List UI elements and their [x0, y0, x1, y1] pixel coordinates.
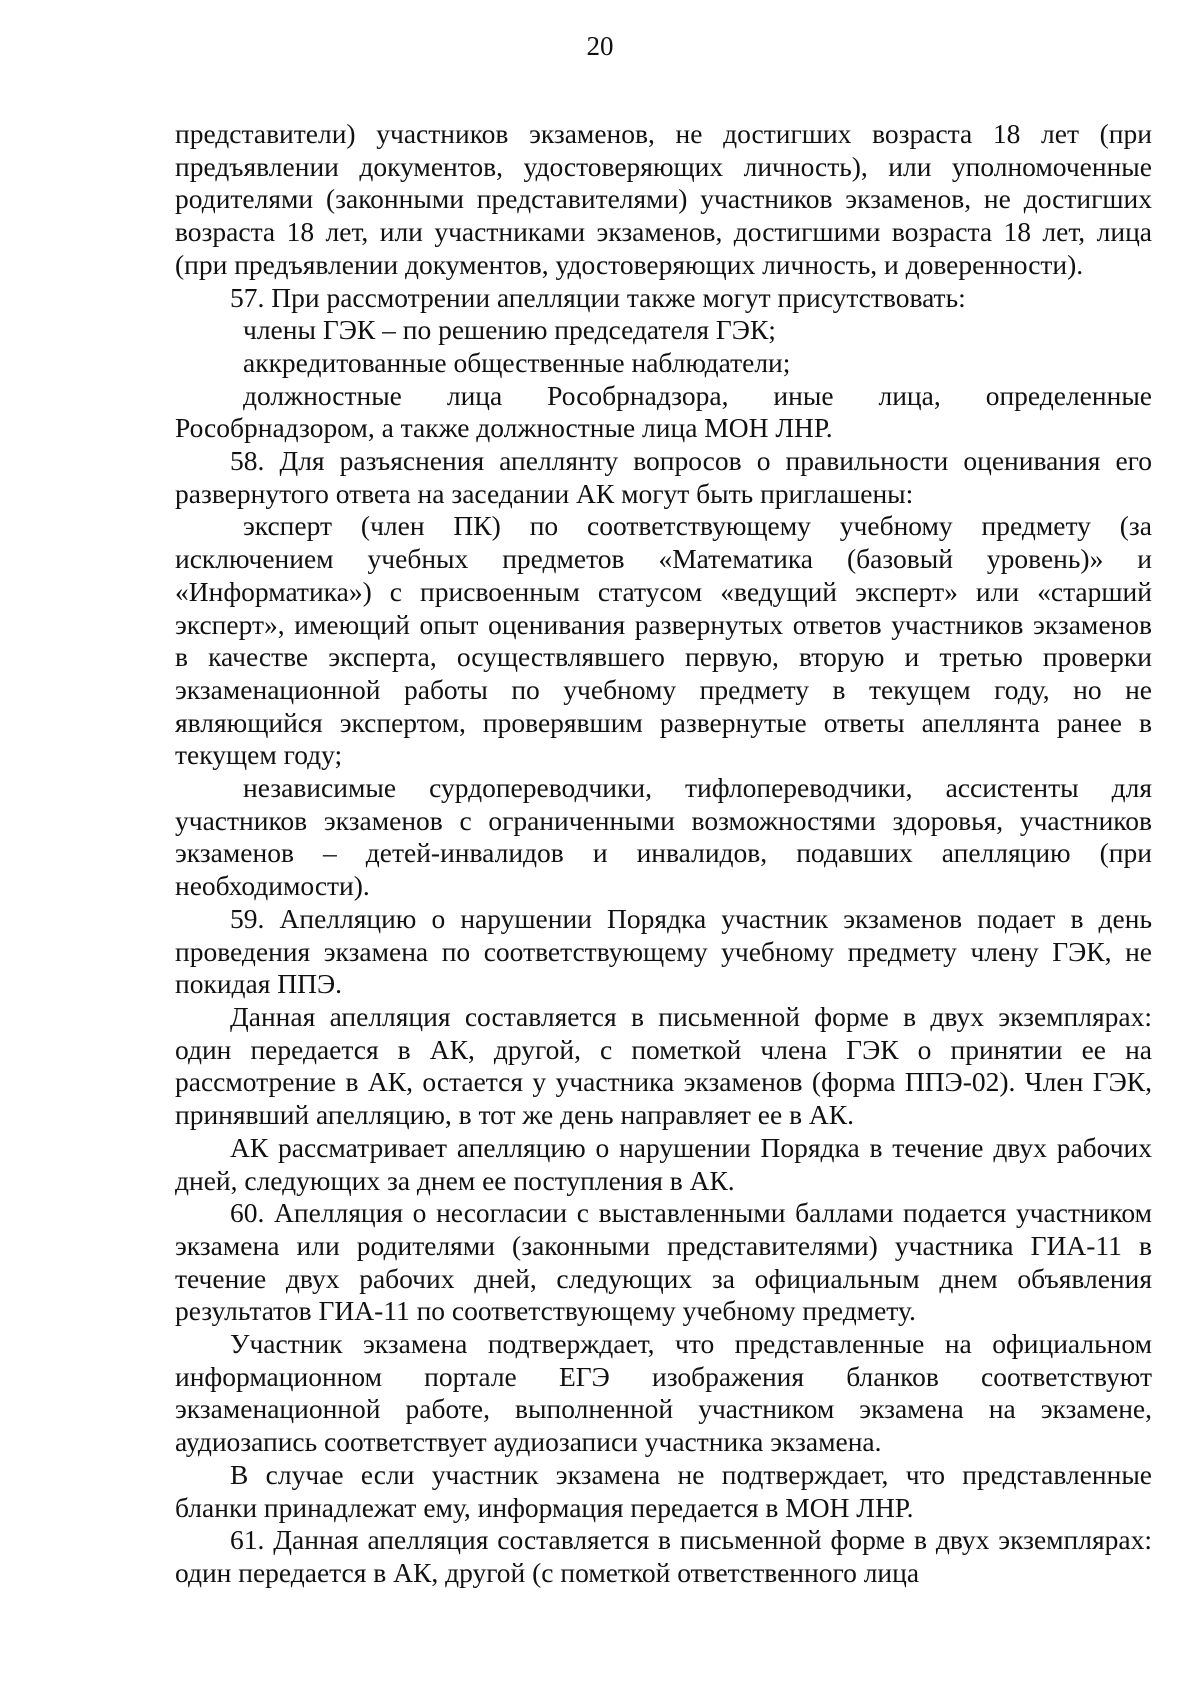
paragraph-61: 61. Данная апелляция составляется в письменной форме в двух экземплярах: один передается в АК, другой (с пометкой ответственного лица [175, 1524, 1152, 1588]
paragraph-57: 57. При рассмотрении апелляции также могут присутствовать: [230, 281, 966, 313]
page-number: 20 [586, 31, 614, 61]
paragraph-58: 58. Для разъяснения апеллянту вопросов о правильности оценивания его развернутого ответа на заседании АК могут быть приглашены: [175, 445, 1152, 509]
list-item-expert: эксперт (член ПК) по соответствующему учебному предмету (за исключением учебных предметов «Математика (базовый уровень)» и «Информатика») с присвоенным статусом «ведущий эксперт» или «старший эксперт», имеющий опыт оценивания развернутых ответов участников экзаменов в качестве эксперта, осуществлявшего первую, вторую и третью проверки экзаменационной работы по учебному предмету в текущем году, но не являющийся экспертом, проверявшим развернутые ответы апеллянта ранее в текущем году; [175, 510, 1152, 771]
paragraph-ak-review: АК рассматривает апелляцию о нарушении Порядка в течение двух рабочих дней, следующих за днем ее поступления в АК. [175, 1131, 1152, 1196]
paragraph-60: 60. Апелляция о несогласии с выставленными баллами подается участником экзамена или родителями (законными представителями) участника ГИА-11 в течение двух рабочих дней, следующих за официальным днем объявления результатов ГИА-11 по соответствующему учебному предмету. [175, 1197, 1152, 1327]
paragraph-appeal-form: Данная апелляция составляется в письменной форме в двух экземплярах: один передается в АК, другой, с пометкой члена ГЭК о принятии ее на рассмотрение в АК, остается у участника экзаменов (форма ППЭ-02). Член ГЭК, принявший апелляцию, в тот же день направляет ее в АК. [175, 1000, 1152, 1131]
document-body [175, 118, 1152, 1590]
paragraph-confirmation: Участник экзамена подтверждает, что представленные на официальном информационном портале ЕГЭ изображения бланков соответствуют экзаменационной работе, выполненной участником экзамена на экзамене, аудиозапись соответствует аудиозаписи участника экзамена. [175, 1328, 1152, 1458]
list-item-observers: аккредитованные общественные наблюдатели; [243, 346, 791, 378]
list-item-gek-members: члены ГЭК – по решению председателя ГЭК; [243, 314, 776, 346]
list-item-interpreters: независимые сурдопереводчики, тифлопереводчики, ассистенты для участников экзаменов с ограниченными возможностями здоровья, участников экзаменов – детей-инвалидов и инвалидов, подавших апелляцию (при необходимости). [175, 772, 1152, 902]
paragraph-59: 59. Апелляцию о нарушении Порядка участник экзаменов подает в день проведения экзамена по соответствующему учебному предмету члену ГЭК, не покидая ППЭ. [175, 902, 1152, 1000]
list-item-officials: должностные лица Рособрнадзора, иные лица, определенные Рособрнадзором, а также должностные лица МОН ЛНР. [175, 379, 1152, 444]
paragraph-continuation: представители) участников экзаменов, не достигших возраста 18 лет (при предъявлении документов, удостоверяющих личность), или уполномоченные родителями (законными представителями) участников экзаменов, не достигших возраста 18 лет, или участниками экзаменов, достигшими возраста 18 лет, лица (при предъявлении документов, удостоверяющих личность, и доверенности). [175, 118, 1152, 280]
paragraph-not-confirmed: В случае если участник экзамена не подтверждает, что представленные бланки принадлежат ему, информация передается в МОН ЛНР. [175, 1458, 1152, 1523]
